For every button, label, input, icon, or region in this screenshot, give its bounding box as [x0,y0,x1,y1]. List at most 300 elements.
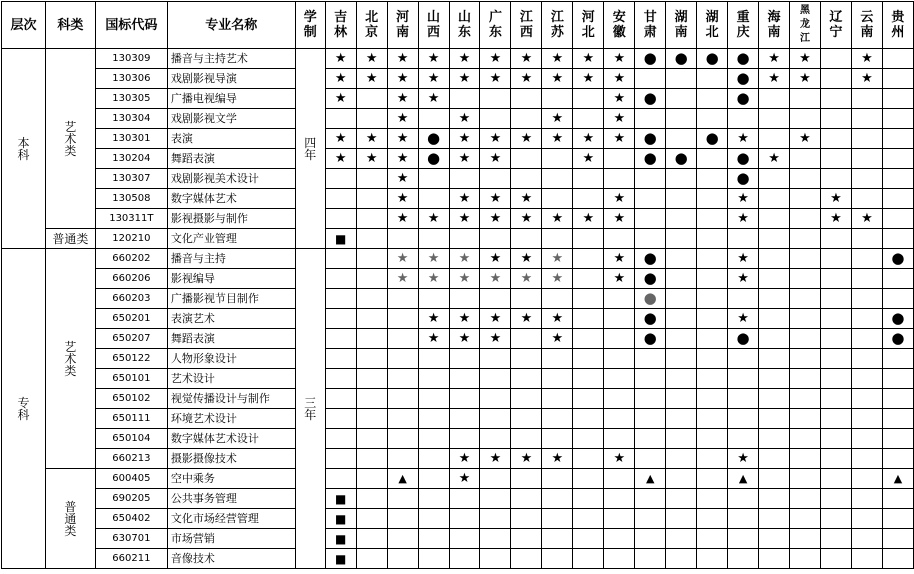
empty-cell [882,209,913,229]
empty-cell [728,389,759,409]
empty-cell [635,209,666,229]
empty-cell [790,429,821,449]
empty-cell [449,389,480,409]
empty-cell [882,549,913,569]
empty-cell [882,109,913,129]
mark-star: ★ [728,209,759,229]
empty-cell [851,169,882,189]
empty-cell [573,529,604,549]
mark-circle: ● [882,329,913,349]
duration-label: 四年 [304,135,317,162]
empty-cell [325,209,356,229]
empty-cell [542,509,573,529]
mark-square: ■ [325,489,356,509]
mark-star: ★ [573,49,604,69]
empty-cell [511,169,542,189]
empty-cell [728,109,759,129]
table-row [2,349,914,369]
empty-cell [697,109,728,129]
mark-star: ★ [449,329,480,349]
empty-cell [759,509,790,529]
empty-cell [820,289,851,309]
empty-cell [356,549,387,569]
empty-cell [666,509,697,529]
mark-star: ★ [604,449,635,469]
empty-cell [325,249,356,269]
mark-star: ★ [480,209,511,229]
header-province [542,2,573,49]
empty-cell [604,329,635,349]
mark-star: ★ [511,249,542,269]
level-label: 专科 [17,395,30,422]
empty-cell [851,469,882,489]
empty-cell [418,429,449,449]
empty-cell [759,209,790,229]
empty-cell [604,309,635,329]
empty-cell [635,69,666,89]
empty-cell [728,349,759,369]
mark-circle: ● [882,249,913,269]
empty-cell [666,529,697,549]
empty-cell [666,269,697,289]
mark-star: ★ [604,249,635,269]
empty-cell [356,249,387,269]
empty-cell [851,269,882,289]
empty-cell [387,229,418,249]
empty-cell [449,229,480,249]
major-cell: 戏剧影视导演 [167,69,295,89]
empty-cell [356,529,387,549]
level-label: 本科 [17,135,30,162]
major-cell: 广播影视节目制作 [167,289,295,309]
major-cell: 文化市场经营管理 [167,509,295,529]
empty-cell [666,429,697,449]
empty-cell [418,369,449,389]
mark-star: ★ [449,309,480,329]
mark-star: ★ [759,69,790,89]
mark-star: ★ [356,129,387,149]
empty-cell [790,269,821,289]
mark-star: ★ [511,449,542,469]
mark-star: ★ [449,469,480,489]
empty-cell [820,449,851,469]
empty-cell [511,289,542,309]
mark-star: ★ [573,129,604,149]
table-row [2,429,914,449]
empty-cell [820,129,851,149]
table-row [2,249,914,269]
empty-cell [851,89,882,109]
empty-cell [666,189,697,209]
mark-star: ★ [728,309,759,329]
mark-star: ★ [480,69,511,89]
empty-cell [697,209,728,229]
mark-star: ★ [418,309,449,329]
major-cell: 环境艺术设计 [167,409,295,429]
empty-cell [387,309,418,329]
empty-cell [449,89,480,109]
major-cell: 舞蹈表演 [167,329,295,349]
empty-cell [449,549,480,569]
table-row [2,189,914,209]
table-row [2,489,914,509]
empty-cell [604,549,635,569]
mark-star: ★ [511,269,542,289]
category-cell [45,229,95,249]
empty-cell [387,349,418,369]
major-cell: 艺术设计 [167,369,295,389]
header-province-label: 安徽 [612,10,626,40]
empty-cell [790,329,821,349]
empty-cell [666,229,697,249]
empty-cell [697,249,728,269]
empty-cell [820,269,851,289]
empty-cell [635,529,666,549]
mark-star: ★ [418,329,449,349]
empty-cell [820,49,851,69]
table-row [2,409,914,429]
empty-cell [851,149,882,169]
empty-cell [820,389,851,409]
empty-cell [666,109,697,129]
code-cell: 130307 [95,169,167,189]
empty-cell [666,489,697,509]
empty-cell [480,529,511,549]
empty-cell [820,329,851,349]
empty-cell [790,549,821,569]
empty-cell [820,349,851,369]
mark-star: ★ [573,209,604,229]
empty-cell [697,289,728,309]
empty-cell [820,369,851,389]
empty-cell [635,169,666,189]
empty-cell [697,309,728,329]
mark-star: ★ [851,69,882,89]
empty-cell [449,489,480,509]
empty-cell [418,509,449,529]
empty-cell [666,289,697,309]
empty-cell [851,489,882,509]
empty-cell [635,229,666,249]
mark-star: ★ [542,309,573,329]
empty-cell [759,469,790,489]
mark-star: ★ [480,449,511,469]
empty-cell [759,229,790,249]
empty-cell [573,389,604,409]
empty-cell [325,389,356,409]
empty-cell [697,329,728,349]
header-province-label: 北京 [365,10,379,40]
header-duration [295,2,325,49]
empty-cell [542,429,573,449]
mark-star: ★ [790,129,821,149]
empty-cell [480,409,511,429]
header-province-label: 甘肃 [643,10,657,40]
empty-cell [325,109,356,129]
empty-cell [882,409,913,429]
header-province [604,2,635,49]
major-cell: 戏剧影视文学 [167,109,295,129]
empty-cell [635,389,666,409]
major-cell: 数字媒体艺术设计 [167,429,295,449]
code-cell: 650104 [95,429,167,449]
empty-cell [697,529,728,549]
empty-cell [697,169,728,189]
empty-cell [851,329,882,349]
empty-cell [449,369,480,389]
mark-star: ★ [325,129,356,149]
empty-cell [573,409,604,429]
empty-cell [635,509,666,529]
header-province-label: 重庆 [736,10,750,40]
mark-square: ■ [325,229,356,249]
empty-cell [542,529,573,549]
empty-cell [759,529,790,549]
empty-cell [820,509,851,529]
empty-cell [635,189,666,209]
duration-label: 三年 [304,395,317,422]
empty-cell [697,489,728,509]
mark-star: ★ [418,269,449,289]
mark-circle: ● [728,329,759,349]
mark-star: ★ [418,249,449,269]
code-cell: 130306 [95,69,167,89]
empty-cell [418,229,449,249]
mark-star: ★ [759,49,790,69]
empty-cell [697,229,728,249]
mark-star: ★ [604,109,635,129]
empty-cell [573,329,604,349]
empty-cell [387,329,418,349]
table-row [2,549,914,569]
empty-cell [573,89,604,109]
mark-star: ★ [542,249,573,269]
empty-cell [325,189,356,209]
empty-cell [851,549,882,569]
mark-star: ★ [728,249,759,269]
major-cell: 舞蹈表演 [167,149,295,169]
empty-cell [882,509,913,529]
header-province [480,2,511,49]
empty-cell [820,549,851,569]
mark-star: ★ [356,69,387,89]
mark-circle: ● [635,49,666,69]
table-row [2,269,914,289]
empty-cell [820,469,851,489]
mark-star: ★ [480,329,511,349]
empty-cell [573,269,604,289]
empty-cell [480,429,511,449]
empty-cell [882,89,913,109]
empty-cell [697,549,728,569]
empty-cell [356,409,387,429]
table-row [2,369,914,389]
mark-star: ★ [542,49,573,69]
major-cell: 摄影摄像技术 [167,449,295,469]
mark-star: ★ [728,449,759,469]
major-cell: 播音与主持 [167,249,295,269]
header-province [387,2,418,49]
empty-cell [480,369,511,389]
mark-star: ★ [387,149,418,169]
empty-cell [790,189,821,209]
empty-cell [542,229,573,249]
empty-cell [697,89,728,109]
empty-cell [759,349,790,369]
empty-cell [356,109,387,129]
empty-cell [387,509,418,529]
table-row [2,449,914,469]
empty-cell [851,429,882,449]
mark-star: ★ [604,69,635,89]
empty-cell [573,369,604,389]
empty-cell [697,369,728,389]
header-province-label: 河南 [396,10,410,40]
header-province-label: 山西 [427,10,441,40]
header-province [882,2,913,49]
empty-cell [820,489,851,509]
empty-cell [790,349,821,369]
empty-cell [790,249,821,269]
empty-cell [511,469,542,489]
major-cell: 市场营销 [167,529,295,549]
empty-cell [356,169,387,189]
empty-cell [882,289,913,309]
mark-star: ★ [480,269,511,289]
header-province [820,2,851,49]
empty-cell [387,529,418,549]
empty-cell [635,449,666,469]
empty-cell [573,249,604,269]
mark-circle: ● [728,89,759,109]
mark-star: ★ [356,149,387,169]
empty-cell [820,309,851,329]
mark-star: ★ [542,109,573,129]
header-category: 科类 [45,2,95,49]
code-cell: 650402 [95,509,167,529]
empty-cell [882,529,913,549]
empty-cell [697,189,728,209]
empty-cell [449,509,480,529]
empty-cell [851,509,882,529]
table-row [2,169,914,189]
category-cell [45,49,95,229]
empty-cell [820,89,851,109]
empty-cell [790,89,821,109]
major-cell: 影视摄影与制作 [167,209,295,229]
mark-star: ★ [449,129,480,149]
major-cell: 公共事务管理 [167,489,295,509]
mark-circle: ● [418,129,449,149]
empty-cell [418,529,449,549]
empty-cell [666,89,697,109]
mark-star: ★ [542,129,573,149]
table-row [2,89,914,109]
mark-circle: ● [728,169,759,189]
empty-cell [820,169,851,189]
table-row [2,129,914,149]
empty-cell [387,489,418,509]
empty-cell [449,529,480,549]
empty-cell [728,289,759,309]
empty-cell [325,169,356,189]
empty-cell [604,409,635,429]
empty-cell [759,429,790,449]
mark-star: ★ [449,449,480,469]
empty-cell [542,149,573,169]
empty-cell [573,229,604,249]
empty-cell [666,369,697,389]
empty-cell [542,549,573,569]
code-cell: 130309 [95,49,167,69]
level-cell [2,249,46,569]
empty-cell [573,189,604,209]
header-province-label: 江西 [519,10,533,40]
empty-cell [356,349,387,369]
code-cell: 130301 [95,129,167,149]
major-cell: 戏剧影视美术设计 [167,169,295,189]
header-province-label: 河北 [581,10,595,40]
empty-cell [449,349,480,369]
header-province-label: 湖北 [705,10,719,40]
empty-cell [635,369,666,389]
header-province-label: 湖南 [674,10,688,40]
empty-cell [790,149,821,169]
duration-cell [295,49,325,249]
empty-cell [480,549,511,569]
empty-cell [728,429,759,449]
mark-circle: ● [666,149,697,169]
duration-cell [295,249,325,569]
empty-cell [697,409,728,429]
table-row [2,469,914,489]
mark-star: ★ [480,189,511,209]
mark-star: ★ [325,89,356,109]
mark-square: ■ [325,549,356,569]
table-row [2,209,914,229]
empty-cell [356,209,387,229]
mark-star: ★ [573,149,604,169]
empty-cell [356,189,387,209]
mark-star: ★ [387,89,418,109]
mark-star: ★ [325,149,356,169]
mark-triangle: ▲ [387,469,418,489]
header-province-label: 山东 [457,10,471,40]
mark-star: ★ [511,189,542,209]
mark-triangle: ▲ [635,469,666,489]
empty-cell [325,469,356,489]
mark-star: ★ [480,149,511,169]
empty-cell [820,229,851,249]
empty-cell [666,329,697,349]
category-label: 普通类 [52,231,89,246]
header-province [728,2,759,49]
category-cell [45,469,95,569]
empty-cell [697,349,728,369]
empty-cell [573,289,604,309]
header-code: 国标代码 [95,2,167,49]
empty-cell [790,309,821,329]
table-row [2,309,914,329]
header-province [511,2,542,49]
header-province [573,2,604,49]
mark-star: ★ [480,129,511,149]
empty-cell [387,549,418,569]
empty-cell [418,109,449,129]
mark-star: ★ [511,69,542,89]
empty-cell [325,329,356,349]
header-province-label: 贵州 [891,10,905,40]
